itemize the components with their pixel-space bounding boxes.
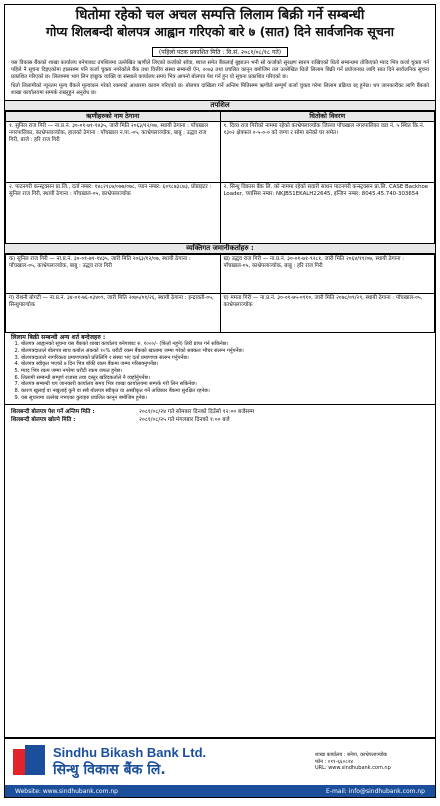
table-row bbox=[6, 121, 435, 182]
guarantor-table bbox=[5, 254, 435, 333]
bank-footer bbox=[5, 737, 435, 785]
list-item: 1. बोलपत्र आह्वानको सूचना यस बैंकको शाखा कार्यालय बनेपाबाट रु. १०००/- (फिर्ता नहुने) तिरी प्राप्त गर्न सकिनेछ। bbox=[21, 341, 429, 348]
table-row bbox=[6, 182, 435, 243]
published-date: (पहिलो पटक प्रकाशित मिति : वि.सं. २०८१/०८/१८ गते) bbox=[152, 47, 288, 57]
collateral-column-header: धितोको विवरण bbox=[220, 111, 435, 121]
guarantor-cell: क) सुनिल राज गिरी — ना.प्र.नं. ३०-०१-७१-१४३५, जारी मिति २०६३/१२/०७, स्थायी ठेगाना : पाँचखाल-०५, काभ्रेपलाञ्चोक, बाबु : उद्धव राज गिरी bbox=[6, 254, 221, 293]
bank-name-english: Sindhu Bikash Bank Ltd. bbox=[53, 745, 207, 760]
bank-name-nepali: सिन्धु विकास बैंक लि. bbox=[53, 762, 166, 778]
notice-subtitle: गोप्य शिलबन्दी बोलपत्र आह्वान गरिएको बारे ७ (सात) दिने सार्वजनिक सूचना bbox=[46, 24, 394, 39]
deadline-dates bbox=[5, 404, 435, 426]
submission-deadline-label: शिलबन्दी बोलपत्र पेश गर्ने अन्तिम मिति : bbox=[11, 408, 95, 415]
notice-page bbox=[4, 4, 436, 798]
list-item: 6. लिलामी सम्बन्धी सम्पूर्ण राजस्व तथा दस्तुर खरिदकर्ताले नै व्यहोर्नुपर्नेछ। bbox=[21, 375, 429, 382]
bank-logo bbox=[13, 745, 47, 779]
terms-title: लिलाम बिक्री सम्बन्धी अन्य शर्त बन्देजहरु : bbox=[11, 333, 106, 341]
submission-deadline-value: २०८१/०८/२४ गते सोमबार दिनको दिउँसो १२:०० बजेसम्म bbox=[139, 408, 255, 415]
borrower-column-header: ऋणीहरुको नाम ठेगाना bbox=[6, 111, 221, 121]
notice-header bbox=[5, 5, 435, 58]
opening-date-label: शिलबन्दी बोलपत्र खोल्ने मिति : bbox=[11, 416, 76, 423]
opening-date-value: २०८१/०८/२५ गते मंगलबार दिनको १:०० बजे bbox=[139, 416, 230, 423]
website-link[interactable]: Website: www.sindhubank.com.np bbox=[15, 787, 118, 795]
guarantor-cell: ख) उद्धव राज गिरी — ना.प्र.नं. ३०-०१-७१-९२८१, जारी मिति २०६४/११/०७, स्थायी ठेगाना : पाँचखाल-०५, काभ्रेपलाञ्चोक, बाबु : हरि राज गिरी bbox=[220, 254, 435, 293]
guarantor-cell: घ) ममता गिरी — ना.प्र.नं. ३०-०१-७५-०११०, जारी मिति २०७८/०९/२९, स्थायी ठेगाना : पाँचखाल-०५, काभ्रेपलाञ्चोक bbox=[220, 293, 435, 332]
intro-paragraph: यस विकास बैंकको शाखा कार्यालय बनेपाबाट तपशिलमा उल्लेखित ऋणीले लिएको कर्जाको साँवा, ब्याज समेत बैंकलाई बुझाउन भनी सो कर्जाको सुरक्षण स्वरुप राखिएको धितो सम्बन्धमा तोकिएको म्याद भित्र कर्जा चुक्ता गर्न पहिले नै सूचना दिइएकोमा हालसम्म पनि कर्जा चुक्ता नगरेकोले बैंक तथा वित्तीय संस्था सम्बन्धी ऐन, २०७३ तथा प्रचलित कानून बमोजिम तल उल्लेखित धितो लिलाम बिक्री गर्ने प्रयोजनका लागि सात दिने सार्वजनिक सूचना प्रकाशित गरिएको छ। लिलाममा भाग लिन इच्छुक व्यक्ति वा संस्थाले कार्यालय समय भित्र आफ्नो बोलपत्र पेश गर्न हुन यो सूचना प्रकाशित गरिएको छ। bbox=[11, 60, 429, 80]
list-item: 4. बोलपत्र स्वीकृत भएको ७ दिन भित्र बाँकी रकम बैंकमा जम्मा गरिसक्नुपर्नेछ। bbox=[21, 361, 429, 368]
collateral-cell: २. सिन्धु विकास बैंक लि. को नाममा रहेको सवारी साधन पाटनगरी कन्स्ट्रक्सन प्रा.लि. CASE Backhoe Loader, च्यासिस नम्बर: NKJB51EKALH22645, इन्जिन नम्बर: 8045.45.740-303654 bbox=[220, 182, 435, 243]
borrower-cell: २. पाटनगरी कन्स्ट्रक्सन प्रा.लि., दर्ता नम्बर: १४८२१८७/०७७/०७८, प्यान नम्बर: ६०९८७३८७३, प्रोप्राइटर : सुनिल राज गिरी, स्थायी ठेगाना : पाँचखाल-०५, काभ्रेपलाञ्चोक bbox=[6, 182, 221, 243]
collateral-cell: १. दिव्य राज गिरीको नाममा रहेको काभ्रेपलाञ्चोक जिल्ला पाँचखाल नगरपालिका वडा नं. ५ स्थित कि.नं. १३०२ क्षेत्रफल ०-५-०-० को जग्गा र सोमा बनेको घर समेत। bbox=[220, 121, 435, 182]
second-paragraph: धितो लिलामीको न्यूनतम मूल्य बैंकले मूल्यांकन गरेको रकमको आधारमा कायम गरिएको छ। बोलपत्र दाखिला गर्ने अन्तिम मितिसम्म ऋणीले सम्पूर्ण कर्जा चुक्ता गरेमा लिलाम प्रक्रिया रद्द हुनेछ। थप जानकारीका लागि बैंकको शाखा कार्यालयमा सम्पर्क राख्नुहुन अनुरोध छ। bbox=[11, 82, 429, 96]
bank-name bbox=[53, 745, 206, 779]
guarantor-cell: ग) रोशनी बोगटी — ना.प्र.नं. ३४-०१-७६-०३४०९, जारी मिति २०७५/०१/२६, स्थायी ठेगाना : इन्द्रावती-०५, सिन्धुपाल्चोक bbox=[6, 293, 221, 332]
list-item: 2. बोलपत्रदाताले बोलपत्र साथ कबोल अंकको १०% धरौटी रकम बैंकको खातामा जम्मा गरेको सक्कल भौचर संलग्न गर्नुपर्नेछ। bbox=[21, 348, 429, 355]
branch-address: शाखा कार्यालय : बनेपा, काभ्रेपलाञ्चोक bbox=[315, 751, 388, 758]
borrower-cell: १. सुनिल राज गिरी — ना.प्र.नं. ३०-०१-७१-१४३५, जारी मिति २०६३/१२/०७, स्थायी ठेगाना : पाँचखाल नगरपालिका, काभ्रेपलाञ्चोक, हालको ठेगाना : पाँचखाल न.पा.-०५, काभ्रेपलाञ्चोक, बाबु : उद्धव राज गिरी, बाजे : हरि राज गिरी bbox=[6, 121, 221, 182]
list-item: 5. म्याद भित्र रकम जम्मा नगरेमा धरौटी रकम जफत हुनेछ। bbox=[21, 368, 429, 375]
list-item: 3. बोलपत्रदाताले नागरिकता प्रमाणपत्रको प्रतिलिपि र संस्था भए दर्ता प्रमाणपत्र संलग्न गर्नुपर्नेछ। bbox=[21, 355, 429, 362]
opening-date-row bbox=[11, 416, 429, 424]
guarantor-heading: व्यक्तिगत जमानीकर्ताहरु : bbox=[5, 244, 435, 254]
logo-blue-shape bbox=[25, 745, 45, 775]
list-item: 8. कारण खुलाई वा नखुलाई कुनै वा सबै बोलपत्र स्वीकृत वा अस्वीकृत गर्ने अधिकार बैंकमा सुरक्षित रहनेछ। bbox=[21, 388, 429, 395]
details-heading: तपशिल bbox=[5, 100, 435, 111]
terms-section bbox=[5, 335, 435, 402]
notice-title: धितोमा रहेको चल अचल सम्पत्ति लिलाम बिक्री गर्ने सम्बन्धी bbox=[75, 7, 365, 23]
borrower-collateral-table bbox=[5, 111, 435, 244]
email-link[interactable]: E-mail: info@sindhubank.com.np bbox=[325, 787, 425, 795]
submission-deadline-row bbox=[11, 408, 429, 416]
branch-phone: फोन : ०११-६६०८२४ bbox=[315, 758, 353, 765]
list-item: 7. बोलपत्र सम्बन्धी थप जानकारी कार्यालय समय भित्र शाखा कार्यालयमा सम्पर्क गरी लिन सकिनेछ। bbox=[21, 381, 429, 388]
bank-contact bbox=[315, 752, 427, 772]
contact-bar bbox=[5, 785, 435, 797]
bank-url: URL: www.sindhubank.com.np bbox=[315, 765, 391, 772]
list-item: 9. यस सूचनामा उल्लेख नभएका कुराहरु प्रचलित कानून बमोजिम हुनेछ। bbox=[21, 395, 429, 402]
table-row bbox=[6, 254, 435, 293]
table-row bbox=[6, 293, 435, 332]
terms-list bbox=[11, 341, 429, 401]
